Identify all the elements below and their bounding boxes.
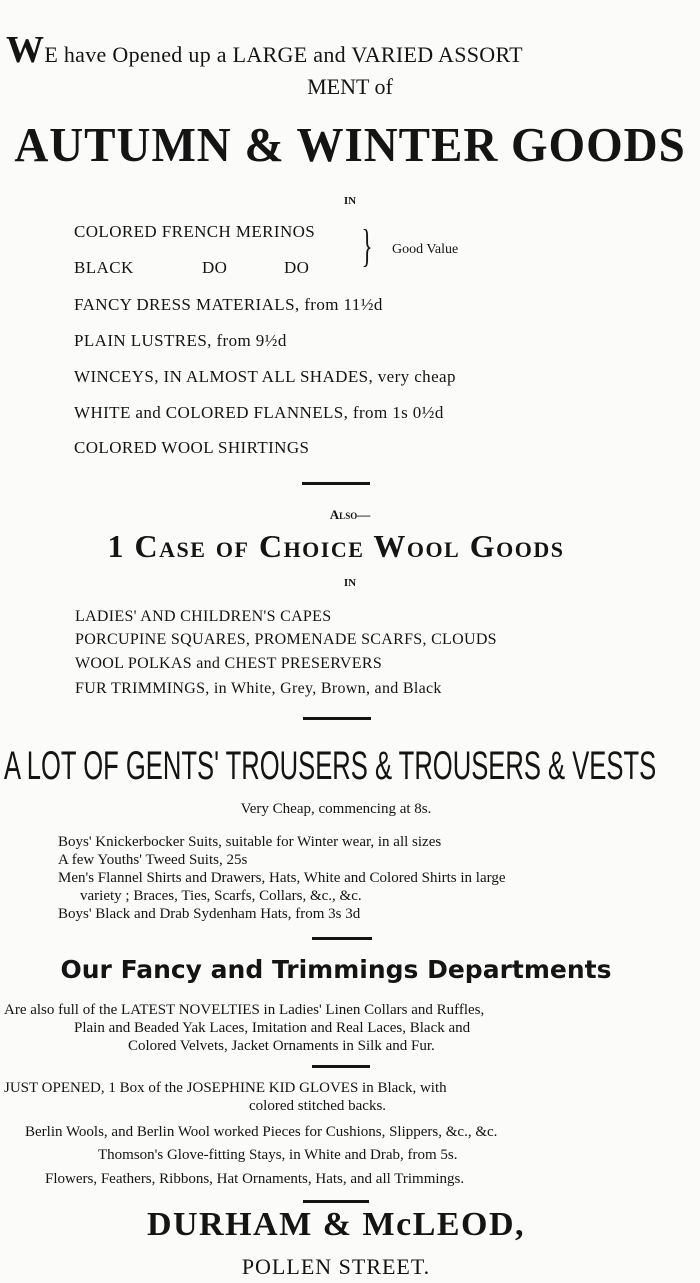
gents-item: Men's Flannel Shirts and Drawers, Hats, White and Colored Shirts in large xyxy=(58,870,506,886)
goods-ditto-2: DO xyxy=(284,258,310,277)
good-value-label: Good Value xyxy=(392,242,459,257)
in-label-1: IN xyxy=(343,195,357,207)
brace-symbol: } xyxy=(361,220,373,271)
divider-rule xyxy=(302,482,370,485)
misc-line: Thomson's Glove-fitting Stays, in White and Drab, from 5s. xyxy=(98,1147,458,1163)
also-label: Also— xyxy=(329,507,371,522)
gloves-line: JUST OPENED, 1 Box of the JOSEPHINE KID GLOVES in Black, with xyxy=(4,1080,447,1096)
gents-item: Boys' Knickerbocker Suits, suitable for Winter wear, in all sizes xyxy=(58,834,442,850)
firm-address: POLLEN STREET. xyxy=(241,1254,431,1279)
misc-line: Berlin Wools, and Berlin Wool worked Pieces for Cushions, Slippers, &c., &c. xyxy=(25,1124,498,1140)
gents-item: Boys' Black and Drab Sydenham Hats, from 3s 3d xyxy=(58,906,361,922)
intro-line-1-text: E have Opened up a LARGE and VARIED ASSORT xyxy=(44,42,523,67)
goods-item: WINCEYS, IN ALMOST ALL SHADES, very cheap xyxy=(74,367,456,386)
goods-merinos-black: BLACK xyxy=(74,258,134,277)
intro-line-2: MENT of xyxy=(307,74,393,99)
wool-item: LADIES' AND CHILDREN'S CAPES xyxy=(75,608,332,625)
divider-rule xyxy=(312,937,372,940)
drop-cap: W xyxy=(6,29,45,71)
firm-name: DURHAM & McLEOD, xyxy=(146,1206,526,1243)
headline-gents-trousers: A LOT OF GENTS' TROUSERS & TROUSERS & VESTS xyxy=(4,744,657,788)
gents-item: A few Youths' Tweed Suits, 25s xyxy=(58,852,248,868)
goods-ditto-1: DO xyxy=(202,258,228,277)
misc-line: Flowers, Feathers, Ribbons, Hat Ornaments, Hats, and all Trimmings. xyxy=(45,1171,465,1187)
very-cheap-line: Very Cheap, commencing at 8s. xyxy=(240,801,432,817)
gloves-line: colored stitched backs. xyxy=(249,1098,387,1114)
goods-merinos-colored: COLORED FRENCH MERINOS xyxy=(74,222,316,241)
divider-rule xyxy=(303,1200,369,1203)
headline-fancy-trimmings: Our Fancy and Trimmings Departments xyxy=(60,955,612,984)
fancy-line: Plain and Beaded Yak Laces, Imitation and Real Laces, Black and xyxy=(74,1020,471,1036)
divider-rule xyxy=(303,717,371,720)
divider-rule xyxy=(312,1065,370,1068)
wool-item: WOOL POLKAS and CHEST PRESERVERS xyxy=(75,655,383,672)
goods-item: PLAIN LUSTRES, from 9½d xyxy=(74,331,287,350)
goods-item: FANCY DRESS MATERIALS, from 11½d xyxy=(74,295,383,314)
goods-item: COLORED WOOL SHIRTINGS xyxy=(74,438,310,457)
headline-wool-goods: 1 Case of Choice Wool Goods xyxy=(107,528,565,564)
goods-item: WHITE and COLORED FLANNELS, from 1s 0½d xyxy=(74,403,444,422)
wool-item: FUR TRIMMINGS, in White, Grey, Brown, and Black xyxy=(75,680,442,697)
intro-line-1 xyxy=(6,28,523,72)
fancy-line: Colored Velvets, Jacket Ornaments in Silk and Fur. xyxy=(128,1038,435,1054)
fancy-line: Are also full of the LATEST NOVELTIES in Ladies' Linen Collars and Ruffles, xyxy=(4,1002,485,1018)
headline-autumn-winter: AUTUMN & WINTER GOODS xyxy=(14,117,686,172)
in-label-2: IN xyxy=(343,577,357,589)
gents-item: variety ; Braces, Ties, Scarfs, Collars, &c., &c. xyxy=(80,888,362,904)
wool-item: PORCUPINE SQUARES, PROMENADE SCARFS, CLOUDS xyxy=(75,631,497,648)
